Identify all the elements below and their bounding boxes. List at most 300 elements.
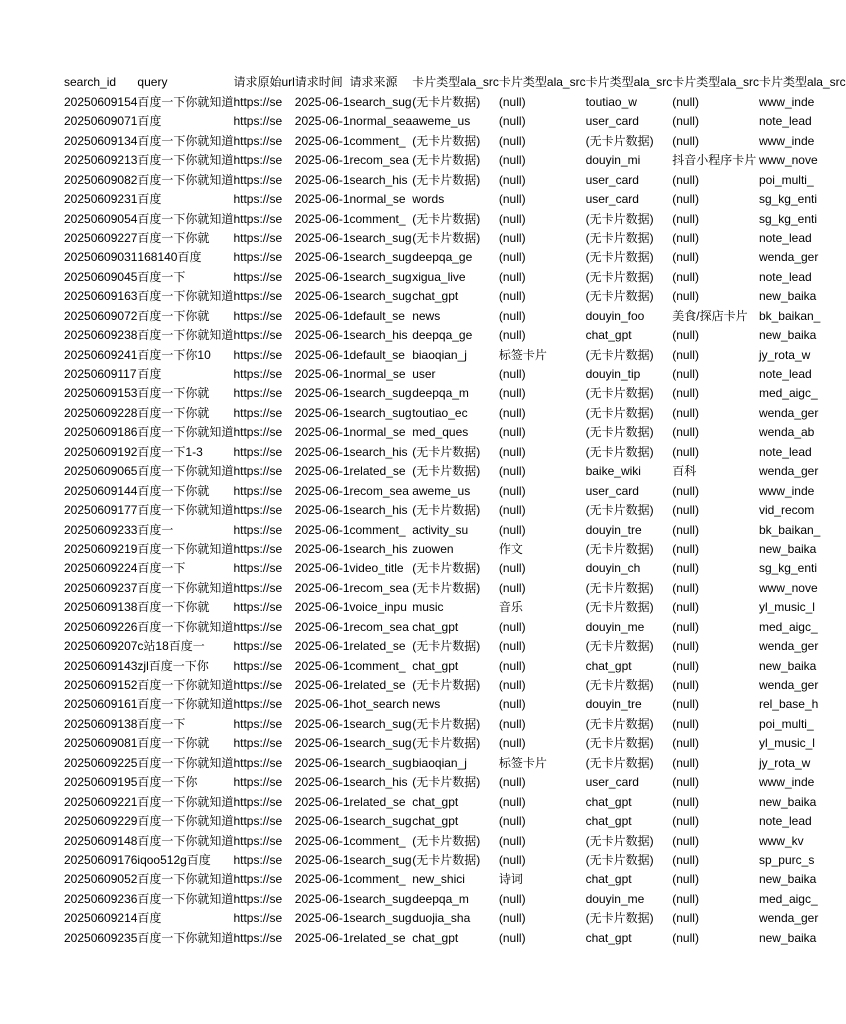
table-cell[interactable]: (null) (498, 367, 526, 381)
table-cell[interactable]: https://se (233, 405, 283, 420)
table-cell[interactable]: (无卡片数据) (585, 852, 654, 867)
table-cell[interactable]: 20250609195 (64, 775, 138, 790)
table-cell[interactable]: douyin_tre (585, 522, 642, 537)
table-cell[interactable]: 2025-06-1 (294, 464, 350, 479)
table-cell[interactable]: (null) (498, 697, 526, 712)
table-cell[interactable]: (无卡片数据) (585, 347, 654, 362)
table-cell[interactable]: (null) (498, 230, 526, 245)
table-cell[interactable]: 百度一下你就 (137, 386, 210, 401)
table-cell[interactable]: https://se (233, 600, 283, 615)
table-cell[interactable]: 20250609229 (64, 814, 138, 829)
table-cell[interactable]: 20250609153 (64, 386, 138, 401)
table-cell[interactable]: (null) (672, 755, 699, 770)
table-cell[interactable]: 百度一下你就知道 (137, 872, 234, 887)
table-cell[interactable]: search_his (349, 172, 408, 187)
table-cell[interactable]: (无卡片数据) (585, 503, 654, 518)
table-cell[interactable]: user_card (585, 114, 639, 129)
table-cell[interactable]: 百度一 (137, 522, 174, 537)
table-cell[interactable]: duojia_sha (412, 911, 471, 926)
table-cell[interactable]: chat_gpt (412, 289, 459, 304)
table-cell[interactable]: words (412, 192, 445, 207)
table-cell[interactable]: 2025-06-1 (294, 405, 350, 420)
table-cell[interactable]: https://se (233, 367, 283, 381)
table-cell[interactable]: 20250609143 (64, 658, 138, 673)
table-cell[interactable]: wenda_ger (758, 464, 819, 479)
table-cell[interactable]: https://se (233, 697, 283, 712)
table-cell[interactable]: 20250609117 (64, 367, 137, 381)
table-cell[interactable]: comment_ (349, 133, 406, 148)
header-cell[interactable]: 请求时间 (294, 75, 343, 90)
table-cell[interactable]: 百度一下你 (137, 775, 198, 790)
table-cell[interactable]: https://se (233, 755, 283, 770)
table-cell[interactable]: chat_gpt (585, 814, 632, 829)
table-cell[interactable]: 百度一下你就 (137, 483, 210, 498)
table-cell[interactable]: (null) (498, 133, 526, 148)
table-cell[interactable]: poi_multi_ (758, 716, 814, 731)
table-cell[interactable]: https://se (233, 911, 283, 926)
table-cell[interactable]: (null) (498, 328, 526, 343)
table-cell[interactable]: 作文 (498, 541, 523, 556)
table-cell[interactable]: (null) (672, 483, 699, 498)
table-cell[interactable]: 百度一下你就知道 (137, 425, 234, 440)
table-cell[interactable]: note_lead (758, 814, 812, 829)
table-cell[interactable]: (null) (672, 794, 699, 809)
table-cell[interactable]: (null) (498, 250, 526, 265)
table-cell[interactable]: user_card (585, 192, 639, 207)
table-cell[interactable]: (null) (498, 503, 526, 518)
table-cell[interactable]: user_card (585, 775, 639, 790)
table-cell[interactable]: new_baika (758, 872, 817, 887)
table-cell[interactable]: chat_gpt (412, 658, 459, 673)
table-cell[interactable]: biaoqian_j (412, 755, 467, 770)
table-cell[interactable]: 20250609221 (64, 794, 138, 809)
table-cell[interactable]: 百度 (137, 192, 162, 207)
table-cell[interactable]: deepqa_m (412, 891, 469, 906)
table-cell[interactable]: (null) (498, 930, 526, 945)
table-cell[interactable]: 20250609224 (64, 561, 138, 576)
table-cell[interactable]: https://se (233, 153, 283, 168)
table-cell[interactable]: 百度一下你就知道 (137, 794, 234, 809)
table-cell[interactable]: 音乐 (498, 600, 523, 615)
table-cell[interactable]: (无卡片数据) (412, 230, 481, 245)
table-cell[interactable]: (无卡片数据) (585, 911, 654, 926)
table-cell[interactable]: 2025-06-1 (294, 872, 350, 887)
table-cell[interactable]: (null) (672, 503, 699, 518)
table-cell[interactable]: https://se (233, 289, 283, 304)
header-cell[interactable]: 卡片类型ala_src (672, 75, 759, 90)
table-cell[interactable]: (null) (498, 386, 526, 401)
table-cell[interactable]: (null) (672, 367, 699, 381)
table-cell[interactable]: 2025-06-1 (294, 192, 350, 207)
table-cell[interactable]: 20250609138 (64, 716, 138, 731)
table-cell[interactable]: (null) (498, 269, 526, 284)
table-cell[interactable]: chat_gpt (585, 794, 632, 809)
table-cell[interactable]: 20250609219 (64, 541, 138, 556)
table-cell[interactable]: www_inde (758, 483, 815, 498)
table-cell[interactable]: https://se (233, 716, 283, 731)
table-cell[interactable]: 百度一下你就知道 (137, 697, 234, 712)
table-cell[interactable]: 2025-06-1 (294, 678, 350, 692)
table-cell[interactable]: (null) (498, 639, 526, 654)
table-cell[interactable]: 2025-06-1 (294, 289, 350, 304)
table-cell[interactable]: 20250609072 (64, 308, 138, 323)
table-cell[interactable]: www_inde (758, 775, 815, 790)
table-cell[interactable]: 2025-06-1 (294, 775, 350, 790)
table-cell[interactable]: www_inde (758, 133, 815, 148)
table-cell[interactable]: https://se (233, 444, 283, 459)
table-cell[interactable]: new_shici (412, 872, 465, 887)
table-cell[interactable]: https://se (233, 347, 283, 362)
table-cell[interactable]: 20250609192 (64, 444, 138, 459)
table-cell[interactable]: poi_multi_ (758, 172, 814, 187)
table-cell[interactable]: c站18百度一 (137, 639, 205, 654)
table-cell[interactable]: (null) (498, 736, 526, 751)
table-cell[interactable]: 2025-06-1 (294, 367, 350, 381)
table-cell[interactable]: 20250609138 (64, 600, 138, 615)
table-cell[interactable]: search_sug (349, 814, 412, 829)
table-cell[interactable]: (无卡片数据) (585, 639, 654, 654)
table-cell[interactable]: (无卡片数据) (585, 736, 654, 751)
table-cell[interactable]: chat_gpt (585, 658, 632, 673)
table-cell[interactable]: https://se (233, 172, 283, 187)
table-cell[interactable]: 诗词 (498, 872, 523, 887)
table-cell[interactable]: zjl百度一下你 (137, 658, 209, 673)
table-cell[interactable]: deepqa_ge (412, 328, 473, 343)
table-cell[interactable]: voice_inpu (349, 600, 407, 615)
table-cell[interactable]: comment_ (349, 658, 406, 673)
table-cell[interactable]: (无卡片数据) (585, 425, 654, 440)
table-cell[interactable]: new_baika (758, 930, 817, 945)
table-cell[interactable]: https://se (233, 852, 283, 867)
table-cell[interactable]: 百度一下你就知道 (137, 541, 234, 556)
table-cell[interactable]: related_se (349, 464, 406, 479)
table-cell[interactable]: 百度一下1-3 (137, 444, 203, 459)
table-cell[interactable]: https://se (233, 658, 283, 673)
table-cell[interactable]: 2025-06-1 (294, 269, 350, 284)
table-cell[interactable]: (null) (672, 94, 699, 109)
table-cell[interactable]: sg_kg_enti (758, 211, 817, 226)
table-cell[interactable]: https://se (233, 503, 283, 518)
table-cell[interactable]: 20250609177 (64, 503, 138, 518)
table-cell[interactable]: 百度一下你就知道 (137, 289, 234, 304)
table-cell[interactable]: (无卡片数据) (412, 775, 481, 790)
table-cell[interactable]: 2025-06-1 (294, 814, 350, 829)
table-cell[interactable]: search_sug (349, 755, 412, 770)
table-cell[interactable]: (无卡片数据) (412, 561, 481, 576)
table-cell[interactable]: vid_recom (758, 503, 815, 518)
table-cell[interactable]: 百度一下你10 (137, 347, 211, 362)
table-cell[interactable]: 百度一下你就知道 (137, 94, 234, 109)
table-cell[interactable]: (null) (498, 775, 526, 790)
table-cell[interactable]: bk_baikan_ (758, 308, 821, 323)
table-cell[interactable]: 168140百度 (137, 250, 202, 265)
table-cell[interactable]: 2025-06-1 (294, 619, 350, 634)
table-cell[interactable]: (无卡片数据) (585, 541, 654, 556)
table-cell[interactable]: (null) (672, 658, 699, 673)
table-cell[interactable]: search_sug (349, 405, 412, 420)
table-cell[interactable]: 2025-06-1 (294, 833, 350, 848)
table-cell[interactable]: 20250609161 (64, 697, 138, 712)
table-cell[interactable]: (无卡片数据) (585, 716, 654, 731)
table-cell[interactable]: search_sug (349, 852, 412, 867)
table-cell[interactable]: www_inde (758, 94, 815, 109)
table-cell[interactable]: 2025-06-1 (294, 911, 350, 926)
table-cell[interactable]: new_baika (758, 541, 817, 556)
table-cell[interactable]: (null) (672, 619, 699, 634)
header-cell[interactable]: 卡片类型ala_src (412, 75, 499, 90)
table-cell[interactable]: (null) (498, 444, 526, 459)
table-cell[interactable]: (null) (498, 172, 526, 187)
table-cell[interactable]: 百度一下你就知道 (137, 464, 234, 479)
table-cell[interactable]: (null) (498, 308, 526, 323)
table-cell[interactable]: 百度一下你就 (137, 600, 210, 615)
table-cell[interactable]: 百度一下 (137, 269, 186, 284)
table-cell[interactable]: deepqa_m (412, 386, 469, 401)
table-cell[interactable]: 百度一下你就知道 (137, 211, 234, 226)
table-cell[interactable]: (无卡片数据) (585, 678, 654, 692)
header-cell[interactable]: search_id (64, 75, 117, 90)
table-cell[interactable]: (无卡片数据) (412, 464, 481, 479)
table-cell[interactable]: hot_search (349, 697, 409, 712)
table-cell[interactable]: 20250609225 (64, 755, 138, 770)
table-cell[interactable]: 20250609213 (64, 153, 138, 168)
table-cell[interactable]: deepqa_ge (412, 250, 473, 265)
table-cell[interactable]: user (412, 367, 436, 381)
table-cell[interactable]: https://se (233, 328, 283, 343)
table-cell[interactable]: user_card (585, 172, 639, 187)
table-cell[interactable]: (无卡片数据) (585, 405, 654, 420)
table-cell[interactable]: 2025-06-1 (294, 561, 350, 576)
table-cell[interactable]: activity_su (412, 522, 469, 537)
table-cell[interactable]: 2025-06-1 (294, 347, 350, 362)
table-cell[interactable]: chat_gpt (412, 794, 459, 809)
table-cell[interactable]: 抖音小程序卡片 (672, 153, 757, 168)
table-cell[interactable]: search_his (349, 503, 408, 518)
table-cell[interactable]: 20250609148 (64, 833, 138, 848)
table-cell[interactable]: (null) (672, 775, 699, 790)
table-cell[interactable]: news (412, 697, 441, 712)
table-cell[interactable]: new_baika (758, 658, 817, 673)
table-cell[interactable]: search_sug (349, 736, 412, 751)
table-cell[interactable]: (null) (672, 347, 699, 362)
table-cell[interactable]: https://se (233, 425, 283, 440)
table-cell[interactable]: (null) (498, 114, 526, 129)
table-cell[interactable]: chat_gpt (412, 619, 459, 634)
table-cell[interactable]: 2025-06-1 (294, 755, 350, 770)
table-cell[interactable]: 百度一下你就 (137, 308, 210, 323)
table-cell[interactable]: (null) (672, 425, 699, 440)
table-cell[interactable]: (null) (672, 114, 699, 129)
table-cell[interactable]: 标签卡片 (498, 347, 547, 362)
table-cell[interactable]: (null) (672, 580, 699, 595)
table-cell[interactable]: med_aigc_ (758, 386, 818, 401)
table-cell[interactable]: 20250609176 (64, 852, 138, 867)
table-cell[interactable]: 2025-06-1 (294, 386, 350, 401)
table-cell[interactable]: https://se (233, 192, 283, 207)
table-cell[interactable]: (null) (672, 678, 699, 692)
table-cell[interactable]: note_lead (758, 230, 812, 245)
table-cell[interactable]: (null) (498, 891, 526, 906)
table-cell[interactable]: (null) (498, 192, 526, 207)
table-cell[interactable]: 20250609163 (64, 289, 138, 304)
table-cell[interactable]: https://se (233, 561, 283, 576)
table-cell[interactable]: douyin_mi (585, 153, 641, 168)
table-cell[interactable]: video_title (349, 561, 404, 576)
header-cell[interactable]: 卡片类型ala_src (585, 75, 673, 90)
table-cell[interactable]: (null) (672, 250, 699, 265)
table-cell[interactable]: https://se (233, 736, 283, 751)
table-cell[interactable]: user_card (585, 483, 639, 498)
table-cell[interactable]: (null) (498, 483, 526, 498)
table-cell[interactable]: 2025-06-1 (294, 503, 350, 518)
table-cell[interactable]: https://se (233, 483, 283, 498)
table-cell[interactable]: (无卡片数据) (412, 580, 481, 595)
table-cell[interactable]: (null) (498, 405, 526, 420)
table-cell[interactable]: (null) (672, 639, 699, 654)
table-cell[interactable]: jy_rota_w (758, 347, 811, 362)
table-cell[interactable]: (null) (672, 211, 699, 226)
table-cell[interactable]: (null) (498, 94, 526, 109)
table-cell[interactable]: note_lead (758, 444, 812, 459)
table-cell[interactable]: bk_baikan_ (758, 522, 821, 537)
table-cell[interactable]: 20250609207 (64, 639, 138, 654)
table-cell[interactable]: chat_gpt (412, 930, 459, 945)
table-cell[interactable]: recom_sea (349, 483, 409, 498)
table-cell[interactable]: 20250609186 (64, 425, 138, 440)
table-cell[interactable]: (无卡片数据) (412, 678, 481, 692)
table-cell[interactable]: (无卡片数据) (585, 833, 654, 848)
table-cell[interactable]: https://se (233, 133, 283, 148)
table-cell[interactable]: (无卡片数据) (585, 580, 654, 595)
table-cell[interactable]: douyin_me (585, 891, 645, 906)
table-cell[interactable]: 20250609238 (64, 328, 138, 343)
table-cell[interactable]: (无卡片数据) (412, 503, 481, 518)
table-cell[interactable]: (null) (672, 522, 699, 537)
table-cell[interactable]: (null) (672, 852, 699, 867)
table-cell[interactable]: (null) (672, 328, 699, 343)
table-cell[interactable]: 百度一下 (137, 561, 186, 576)
table-cell[interactable]: 2025-06-1 (294, 133, 350, 148)
table-cell[interactable]: 2025-06-1 (294, 250, 350, 265)
table-cell[interactable]: (无卡片数据) (412, 153, 481, 168)
table-cell[interactable]: 2025-06-1 (294, 172, 350, 187)
table-cell[interactable]: biaoqian_j (412, 347, 467, 362)
table-cell[interactable]: comment_ (349, 522, 406, 537)
table-cell[interactable]: (无卡片数据) (412, 211, 481, 226)
table-cell[interactable]: https://se (233, 891, 283, 906)
table-cell[interactable]: https://se (233, 775, 283, 790)
table-cell[interactable]: 20250609236 (64, 891, 138, 906)
header-cell[interactable]: 卡片类型ala_src (758, 75, 846, 90)
table-cell[interactable]: 美食/探店卡片 (672, 308, 748, 323)
table-cell[interactable]: 20250609144 (64, 483, 138, 498)
table-cell[interactable]: 百度一下你就知道 (137, 891, 234, 906)
table-cell[interactable]: (无卡片数据) (585, 250, 654, 265)
table-cell[interactable]: 百度一下你就 (137, 230, 210, 245)
table-cell[interactable]: 2025-06-1 (294, 94, 350, 109)
table-cell[interactable]: (null) (672, 697, 699, 712)
table-cell[interactable]: (无卡片数据) (412, 133, 481, 148)
table-cell[interactable]: (无卡片数据) (585, 386, 654, 401)
table-cell[interactable]: related_se (349, 930, 406, 945)
table-cell[interactable]: 20250609235 (64, 930, 138, 945)
table-cell[interactable]: (null) (672, 289, 699, 304)
header-cell[interactable]: 请求来源 (349, 75, 398, 90)
table-cell[interactable]: (null) (498, 561, 526, 576)
table-cell[interactable]: wenda_ger (758, 678, 819, 692)
table-cell[interactable]: 百度一下你就知道 (137, 619, 234, 634)
table-cell[interactable]: normal_se (349, 192, 406, 207)
table-cell[interactable]: default_se (349, 308, 405, 323)
table-cell[interactable]: https://se (233, 250, 283, 265)
table-cell[interactable]: (null) (498, 852, 526, 867)
table-cell[interactable]: (无卡片数据) (412, 172, 481, 187)
table-cell[interactable]: iqoo512g百度 (137, 852, 211, 867)
table-cell[interactable]: (null) (672, 561, 699, 576)
table-cell[interactable]: 20250609052 (64, 872, 138, 887)
table-cell[interactable]: 2025-06-1 (294, 308, 350, 323)
table-cell[interactable]: zuowen (412, 541, 454, 556)
table-cell[interactable]: 20250609228 (64, 405, 138, 420)
table-cell[interactable]: (null) (498, 911, 526, 926)
table-cell[interactable]: 20250609082 (64, 172, 138, 187)
table-cell[interactable]: search_sug (349, 891, 412, 906)
table-cell[interactable]: yl_music_l (758, 600, 815, 615)
table-cell[interactable]: (null) (498, 814, 526, 829)
table-cell[interactable]: https://se (233, 678, 283, 692)
table-cell[interactable]: 20250609231 (64, 192, 138, 207)
table-cell[interactable]: aweme_us (412, 114, 471, 129)
table-cell[interactable]: https://se (233, 94, 283, 109)
table-cell[interactable]: www_nove (758, 580, 818, 595)
table-cell[interactable]: chat_gpt (585, 872, 632, 887)
table-cell[interactable]: (无卡片数据) (585, 755, 654, 770)
table-cell[interactable]: music (412, 600, 444, 615)
table-cell[interactable]: 20250609054 (64, 211, 138, 226)
table-cell[interactable]: (null) (672, 541, 699, 556)
table-cell[interactable]: www_nove (758, 153, 818, 168)
table-cell[interactable]: 2025-06-1 (294, 794, 350, 809)
table-cell[interactable]: 20250609241 (64, 347, 138, 362)
table-cell[interactable]: news (412, 308, 441, 323)
table-cell[interactable]: 2025-06-1 (294, 580, 350, 595)
table-cell[interactable]: 2025-06-1 (294, 328, 350, 343)
table-cell[interactable]: 20250609081 (64, 736, 138, 751)
table-cell[interactable]: (null) (672, 444, 699, 459)
table-cell[interactable]: new_baika (758, 328, 817, 343)
table-cell[interactable]: 百度一下你就知道 (137, 930, 234, 945)
table-cell[interactable]: 20250609071 (64, 114, 138, 129)
table-cell[interactable]: default_se (349, 347, 405, 362)
table-cell[interactable]: (null) (672, 911, 699, 926)
table-cell[interactable]: 百度一下你就知道 (137, 814, 234, 829)
table-cell[interactable]: normal_se (349, 367, 406, 381)
table-cell[interactable]: (null) (498, 425, 526, 440)
table-cell[interactable]: (null) (672, 600, 699, 615)
table-cell[interactable]: (无卡片数据) (585, 211, 654, 226)
table-cell[interactable]: (无卡片数据) (412, 736, 481, 751)
table-cell[interactable]: https://se (233, 114, 283, 129)
table-cell[interactable]: sp_purc_s (758, 852, 815, 867)
table-cell[interactable]: 20250609134 (64, 133, 138, 148)
table-cell[interactable]: 标签卡片 (498, 755, 547, 770)
table-cell[interactable]: (无卡片数据) (585, 444, 654, 459)
table-cell[interactable]: 百度一下你就知道 (137, 172, 234, 187)
table-cell[interactable]: https://se (233, 230, 283, 245)
table-cell[interactable]: search_sug (349, 716, 412, 731)
table-cell[interactable]: https://se (233, 464, 283, 479)
table-cell[interactable]: douyin_me (585, 619, 645, 634)
